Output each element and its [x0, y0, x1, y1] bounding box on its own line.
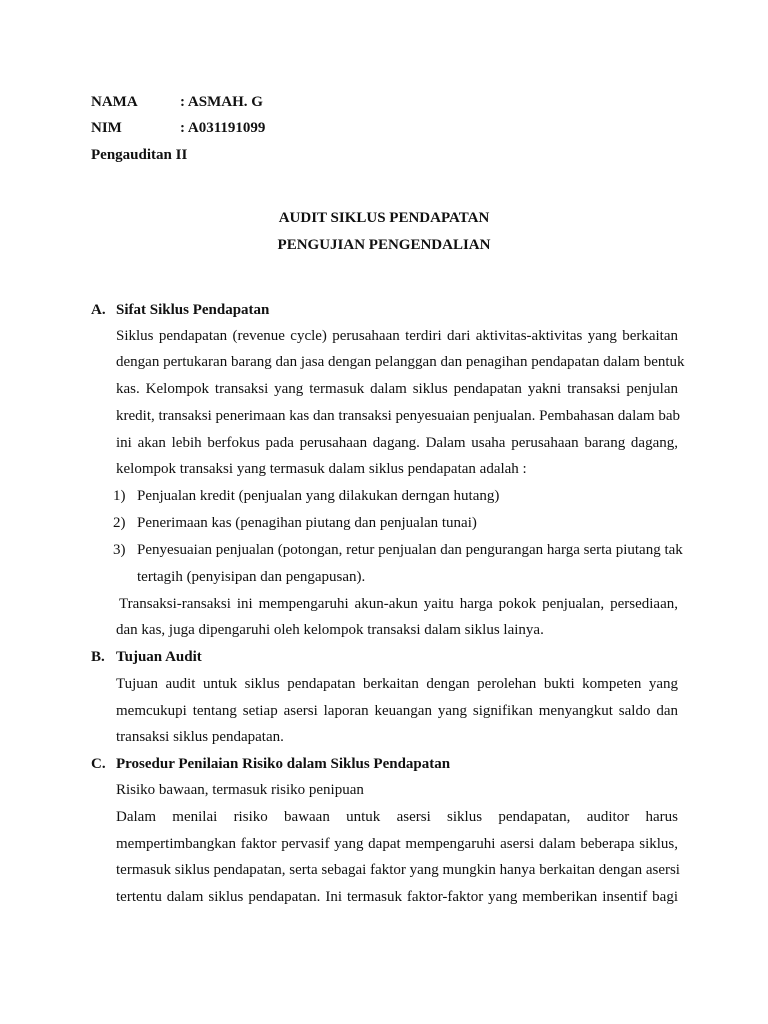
- list-item-continuation: tertagih (penyisipan dan pengapusan).: [137, 569, 366, 585]
- document-title-line2: PENGUJIAN PENGENDALIAN: [277, 237, 491, 253]
- section-a-para1-line: kelompok transaksi yang termasuk dalam siklus pendapatan adalah :: [116, 461, 527, 477]
- section-a-para1-line: kas. Kelompok transaksi yang termasuk dalam siklus pendapatan yakni transaksi penjulan: [116, 381, 678, 397]
- section-b-para-line: Tujuan audit untuk siklus pendapatan berkaitan dengan perolehan bukti kompeten yang: [116, 676, 678, 692]
- section-b-heading: Tujuan Audit: [116, 649, 202, 665]
- section-c-para-line: Dalam menilai risiko bawaan untuk asersi siklus pendapatan, auditor harus: [116, 809, 678, 825]
- section-a-heading: Sifat Siklus Pendapatan: [116, 302, 270, 318]
- name-label: NAMA: [91, 94, 138, 110]
- course-name: Pengauditan II: [91, 147, 188, 163]
- list-number: 2): [113, 515, 126, 531]
- section-a-para1-line: Siklus pendapatan (revenue cycle) perusahaan terdiri dari aktivitas-aktivitas yang berkaitan: [116, 328, 678, 344]
- section-c-heading: Prosedur Penilaian Risiko dalam Siklus Pendapatan: [116, 756, 451, 772]
- section-c-marker: C.: [91, 756, 106, 772]
- nim-label: NIM: [91, 120, 122, 136]
- list-item: Penyesuaian penjualan (potongan, retur penjualan dan pengurangan harga serta piutang tak: [137, 542, 683, 558]
- section-b-marker: B.: [91, 649, 105, 665]
- list-number: 1): [113, 488, 126, 504]
- section-c-para-line: tertentu dalam siklus pendapatan. Ini termasuk faktor-faktor yang memberikan insentif bagi: [116, 889, 678, 905]
- section-c-para-line: mempertimbangkan faktor pervasif yang dapat mempengaruhi asersi dalam beberapa siklus,: [116, 836, 678, 852]
- section-c-subheading: Risiko bawaan, termasuk risiko penipuan: [116, 782, 364, 798]
- section-b-para-line: transaksi siklus pendapatan.: [116, 729, 284, 745]
- document-title-line1: AUDIT SIKLUS PENDAPATAN: [278, 210, 490, 226]
- section-a-para1-line: ini akan lebih berfokus pada perusahaan dagang. Dalam usaha perusahaan barang dagang,: [116, 435, 678, 451]
- section-b-para-line: memcukupi tentang setiap asersi laporan keuangan yang signifikan menyangkut saldo dan: [116, 703, 678, 719]
- section-a-para1-line: dengan pertukaran barang dan jasa dengan pelanggan dan penagihan pendapatan dalam bentuk: [116, 354, 685, 370]
- nim-value: : A031191099: [180, 120, 266, 136]
- section-c-para-line: termasuk siklus pendapatan, serta sebagai faktor yang mungkin hanya berkaitan dengan asersi: [116, 862, 680, 878]
- list-item: Penerimaan kas (penagihan piutang dan penjualan tunai): [137, 515, 477, 531]
- list-item: Penjualan kredit (penjualan yang dilakukan derngan hutang): [137, 488, 500, 504]
- section-a-para1-line: kredit, transaksi penerimaan kas dan transaksi penyesuaian penjualan. Pembahasan dalam bab: [116, 408, 680, 424]
- section-a-para2-line: Transaksi-ransaksi ini mempengaruhi akun-akun yaitu harga pokok penjualan, persediaan,: [119, 596, 678, 612]
- section-a-para2-line: dan kas, juga dipengaruhi oleh kelompok transaksi dalam siklus lainya.: [116, 622, 544, 638]
- list-number: 3): [113, 542, 126, 558]
- name-value: : ASMAH. G: [180, 94, 263, 110]
- section-a-marker: A.: [91, 302, 106, 318]
